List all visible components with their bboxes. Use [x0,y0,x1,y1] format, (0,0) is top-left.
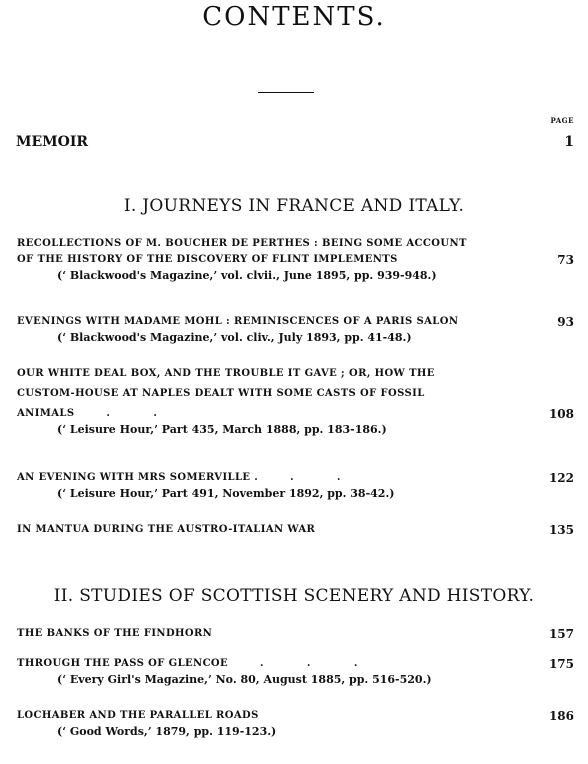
entry-source: (‘ Every Girl's Magazine,’ No. 80, August 1885, pp. 516-520.) [57,673,432,686]
entry-page: 175 [548,657,574,671]
memoir-label: MEMOIR [16,134,89,150]
entry-page: 135 [548,523,574,537]
entry-page: 157 [548,627,574,641]
entry-page: 108 [548,407,574,421]
entry-title-line: CUSTOM-HOUSE AT NAPLES DEALT WITH SOME CASTS OF FOSSIL [17,388,425,399]
toc-entry [17,626,574,642]
leader-dots: . . . [259,658,358,669]
section-2-title: II. STUDIES OF SCOTTISH SCENERY AND HISTORY. [53,586,535,606]
entry-source: (‘ Blackwood's Magazine,’ vol. clvii., June 1895, pp. 939-948.) [57,269,437,282]
entry-title-line: IN MANTUA DURING THE AUSTRO-ITALIAN WAR 135 [17,523,574,537]
memoir-entry [16,134,574,150]
entry-title-line: THE BANKS OF THE FINDHORN 157 [17,627,574,641]
entry-title-line: LOCHABER AND THE PARALLEL ROADS 186 [17,709,574,723]
leader-dots: . . [106,408,157,419]
entry-page: 73 [557,253,574,267]
toc-entry [17,708,574,740]
entry-title-line: EVENINGS WITH MADAME MOHL : REMINISCENCES OF A PARIS SALON 93 [17,315,574,329]
leader-dots: . . [290,472,341,483]
entry-title-line: OUR WHITE DEAL BOX, AND THE TROUBLE IT GAVE ; OR, HOW THE [17,368,435,379]
entry-title-line: RECOLLECTIONS OF M. BOUCHER DE PERTHES : BEING SOME ACCOUNT [17,238,467,249]
toc-entry [17,366,574,438]
entry-source: (‘ Leisure Hour,’ Part 491, November 1892, pp. 38-42.) [57,487,395,500]
entry-title-line: ANIMALS . . 108 [17,407,574,421]
section-1-title: I. JOURNEYS IN FRANCE AND ITALY. [123,196,465,216]
toc-entry [17,470,574,502]
entry-title-line: AN EVENING WITH MRS SOMERVILLE . . . 122 [17,471,574,485]
page-column-header: PAGE [550,116,574,125]
toc-entry [17,236,574,284]
toc-entry [17,522,574,538]
toc-entry [17,314,574,346]
entry-source: (‘ Blackwood's Magazine,’ vol. cliv., July 1893, pp. 41-48.) [57,331,412,344]
entry-source: (‘ Leisure Hour,’ Part 435, March 1888, pp. 183-186.) [57,423,387,436]
entry-source: (‘ Good Words,’ 1879, pp. 119-123.) [57,725,277,738]
entry-page: 122 [548,471,574,485]
entry-page: 186 [548,709,574,723]
toc-entry [17,656,574,688]
page-title: CONTENTS. [202,2,386,32]
entry-title-line: OF THE HISTORY OF THE DISCOVERY OF FLINT IMPLEMENTS 73 [17,253,574,267]
title-divider [258,92,314,93]
memoir-page: 1 [564,134,574,150]
entry-title-line: THROUGH THE PASS OF GLENCOE . . . 175 [17,657,574,671]
entry-page: 93 [557,315,574,329]
